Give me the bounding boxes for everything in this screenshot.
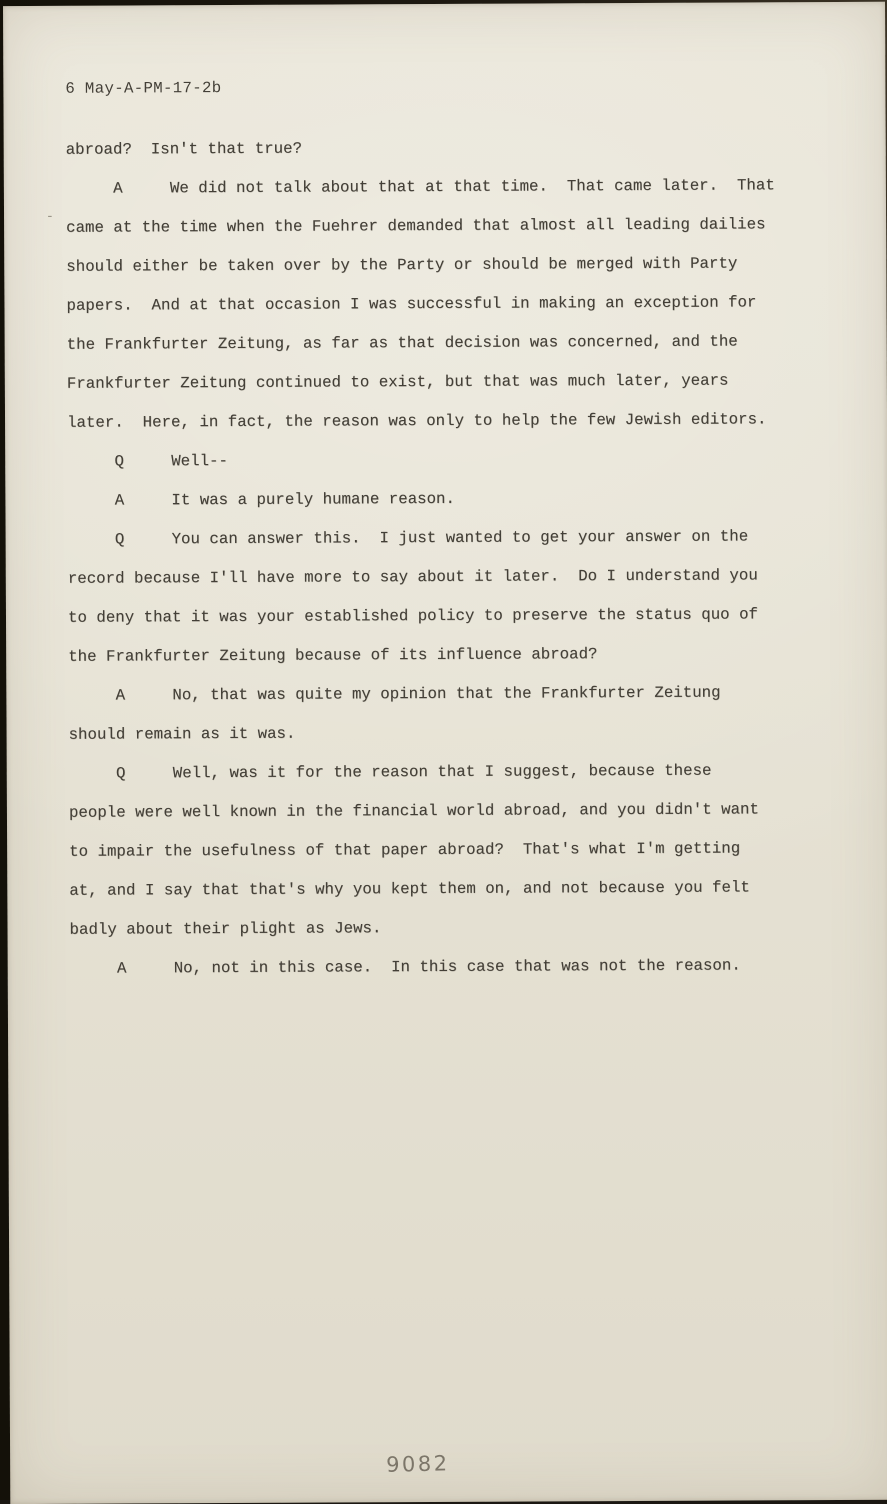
transcript-line: A We did not talk about that at that time. That came later. That [66,166,866,209]
transcript-line: abroad? Isn't that true? [66,127,866,170]
transcript-line: A No, that was quite my opinion that the Frankfurter Zeitung [68,673,868,716]
transcript-line: should remain as it was. [68,712,868,755]
transcript-line: Frankfurter Zeitung continued to exist, but that was much later, years [67,361,867,404]
transcript-line: A It was a purely humane reason. [67,478,867,521]
transcript-line: the Frankfurter Zeitung, as far as that decision was concerned, and the [67,322,867,365]
transcript-line: Q Well, was it for the reason that I suggest, because these [69,751,869,794]
margin-stray-mark: - [46,209,54,224]
document-page [3,2,887,1504]
page-header-code: 6 May-A-PM-17-2b [65,79,221,98]
page-number-stamp: 9082 [386,1451,450,1477]
transcript-line: later. Here, in fact, the reason was only to help the few Jewish editors. [67,400,867,443]
transcript-line: to impair the usefulness of that paper abroad? That's what I'm getting [69,829,869,872]
transcript-line: at, and I say that that's why you kept them on, and not because you felt [69,868,869,911]
transcript-line: came at the time when the Fuehrer demanded that almost all leading dailies [66,205,866,248]
transcript-line: people were well known in the financial world abroad, and you didn't want [69,790,869,833]
transcript-line: to deny that it was your established policy to preserve the status quo of [68,595,868,638]
transcript-line: Q Well-- [67,439,867,482]
transcript-line: record because I'll have more to say about it later. Do I understand you [68,556,868,599]
transcript-line: the Frankfurter Zeitung because of its influence abroad? [68,634,868,677]
transcript-line: papers. And at that occasion I was successful in making an exception for [66,283,866,326]
transcript-body [66,127,870,989]
transcript-line: Q You can answer this. I just wanted to get your answer on the [68,517,868,560]
transcript-line: badly about their plight as Jews. [69,907,869,950]
transcript-line: A No, not in this case. In this case that was not the reason. [70,946,870,989]
transcript-line: should either be taken over by the Party or should be merged with Party [66,244,866,287]
